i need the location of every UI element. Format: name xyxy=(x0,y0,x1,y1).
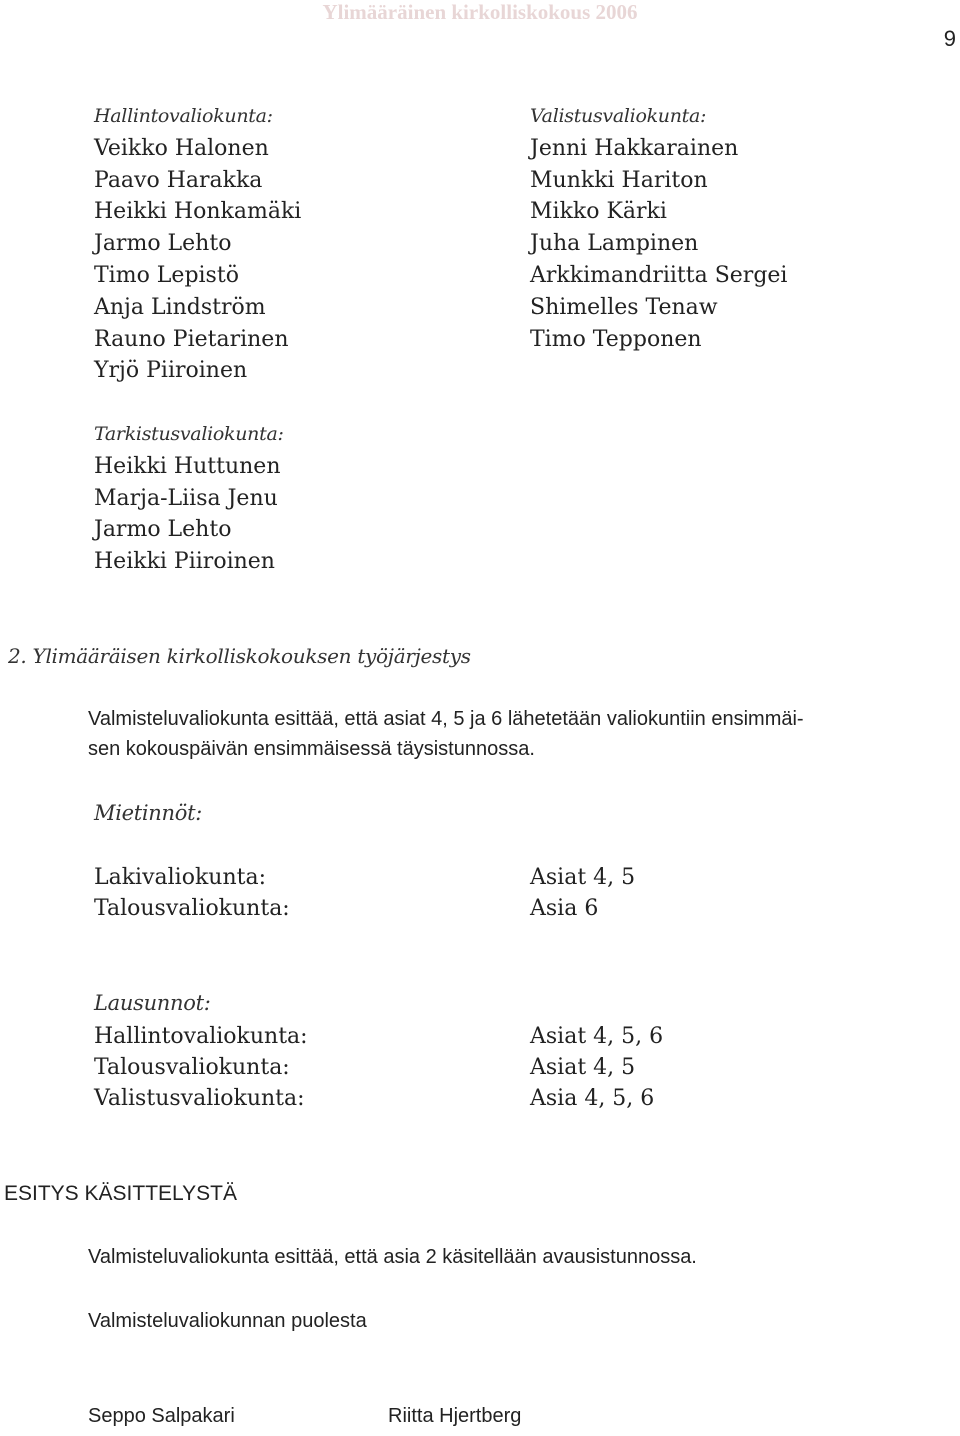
committee-valistus xyxy=(530,101,787,355)
mietinto-committee: Talousvaliokunta: xyxy=(94,896,290,921)
member-name: Arkkimandriitta Sergei xyxy=(530,262,788,288)
member-name: Juha Lampinen xyxy=(530,231,699,257)
mietinto-committee: Lakivaliokunta: xyxy=(94,865,266,890)
lausunto-items: Asia 4, 5, 6 xyxy=(530,1086,655,1111)
paragraph-line-2: sen kokouspäivän ensimmäisessä täysistunnossa. xyxy=(88,738,535,760)
member-name: Jarmo Lehto xyxy=(94,231,232,257)
member-name: Anja Lindström xyxy=(94,294,266,320)
signatory-name: Seppo Salpakari xyxy=(88,1405,235,1427)
esitys-text: Valmisteluvaliokunta esittää, että asia 2 käsitellään avausistunnossa. xyxy=(88,1246,697,1268)
member-name: Heikki Huttunen xyxy=(94,453,281,479)
member-name: Marja-Liisa Jenu xyxy=(94,485,278,511)
lausunto-committee: Valistusvaliokunta: xyxy=(94,1086,305,1111)
lausunto-items: Asiat 4, 5, 6 xyxy=(530,1024,664,1049)
member-name: Shimelles Tenaw xyxy=(530,294,718,320)
committee-tarkistus xyxy=(94,419,284,578)
lausunto-items: Asiat 4, 5 xyxy=(530,1055,636,1080)
on-behalf-text: Valmisteluvaliokunnan puolesta xyxy=(88,1310,367,1332)
page-number: 9 xyxy=(943,26,956,51)
member-name: Veikko Halonen xyxy=(94,135,269,161)
committee-hallinto xyxy=(94,101,301,387)
mietinto-items: Asia 6 xyxy=(530,896,599,921)
member-name: Rauno Pietarinen xyxy=(94,326,289,352)
member-name: Heikki Piiroinen xyxy=(94,549,275,575)
member-name: Yrjö Piiroinen xyxy=(94,358,248,384)
mietinnot-label: Mietinnöt: xyxy=(94,801,203,825)
lausunto-committee: Talousvaliokunta: xyxy=(94,1055,290,1080)
mietinto-items: Asiat 4, 5 xyxy=(530,865,636,890)
lausunto-committee: Hallintovaliokunta: xyxy=(94,1024,308,1049)
member-name: Timo Tepponen xyxy=(530,326,702,352)
signatory-name: Riitta Hjertberg xyxy=(388,1405,522,1427)
committee-label: Valistusvaliokunta: xyxy=(530,105,707,127)
member-name: Paavo Harakka xyxy=(94,167,263,193)
lausunnot-label: Lausunnot: xyxy=(94,991,211,1015)
document-header-title: Ylimääräinen kirkolliskokous 2006 xyxy=(322,0,638,24)
member-name: Munkki Hariton xyxy=(530,167,708,193)
member-name: Mikko Kärki xyxy=(530,199,667,225)
member-name: Jarmo Lehto xyxy=(94,517,232,543)
committee-label: Tarkistusvaliokunta: xyxy=(94,423,284,445)
paragraph-line-1: Valmisteluvaliokunta esittää, että asiat 4, 5 ja 6 lähetetään valiokuntiin ensimmäi- xyxy=(88,708,804,730)
esitys-heading: ESITYS KÄSITTELYSTÄ xyxy=(4,1182,238,1205)
member-name: Timo Lepistö xyxy=(94,262,239,288)
committee-label: Hallintovaliokunta: xyxy=(94,105,273,127)
section-heading: 2. Ylimääräisen kirkolliskokouksen työjärjestys xyxy=(8,644,471,668)
member-name: Jenni Hakkarainen xyxy=(530,135,739,161)
member-name: Heikki Honkamäki xyxy=(94,199,302,225)
